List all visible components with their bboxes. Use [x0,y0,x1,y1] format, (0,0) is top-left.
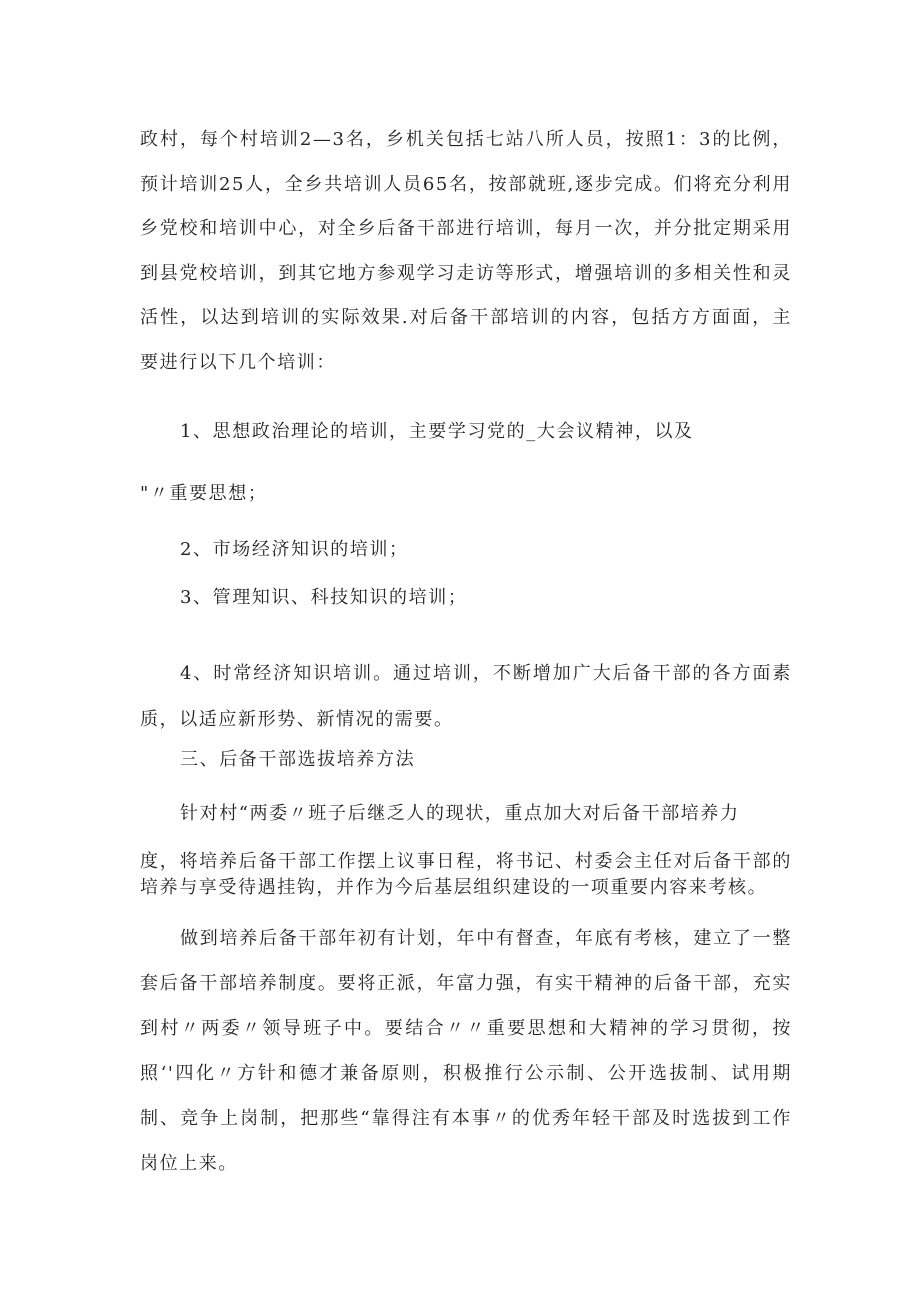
paragraph-item-1-continued: "〃重要思想； [140,483,268,504]
paragraph-training-plan: 政村，每个村培训2—3名，乡机关包括七站八所人员，按照1：3的比例，预计培训25人，全乡共培训人员65名，按部就班,逐步完成。们将充分利用乡党校和培训中心，对全乡后备干部进行培训，每月一次，并分批定期采用到县党校培训，到其它地方参观学习走访等形式，增强培训的多相关性和灵活性，以达到培训的实际效果.对后备干部培训的内容，包括方方面面，主要进行以下几个培训： [140,129,792,373]
paragraph-item-1: 1、思想政治理论的培训，主要学习党的_大会议精神，以及 [180,421,694,442]
paragraph-item-3: 3、管理知识、科技知识的培训； [180,587,468,608]
paragraph-shortage: 针对村“两委〃班子后继乏人的现状，重点加大对后备干部培养力 [180,803,740,824]
section-heading-3: 三、后备干部选拔培养方法 [180,749,416,770]
paragraph-shortage-continued: 度，将培养后备干部工作摆上议事日程，将书记、村委会主任对后备干部的培养与享受待遇挂钩，并作为今后基层组织建设的一项重要内容来考核。 [140,851,792,898]
paragraph-item-2: 2、市场经济知识的培训； [180,539,409,560]
paragraph-item-4: 4、时常经济知识培训。通过培训，不断增加广大后备干部的各方面素质，以适应新形势、新情况的需要。 [140,663,792,730]
paragraph-selection-system: 做到培养后备干部年初有计划，年中有督查，年底有考核，建立了一整套后备干部培养制度。要将正派，年富力强，有实干精神的后备干部，充实到村〃两委〃领导班子中。要结合〃〃重要思想和大精神的学习贯彻，按照‘'四化〃方针和德才兼备原则，积极推行公示制、公开选拔制、试用期制、竞争上岗制，把那些“靠得注有本事〃的优秀年轻干部及时选拔到工作岗位上来。 [140,928,792,1174]
